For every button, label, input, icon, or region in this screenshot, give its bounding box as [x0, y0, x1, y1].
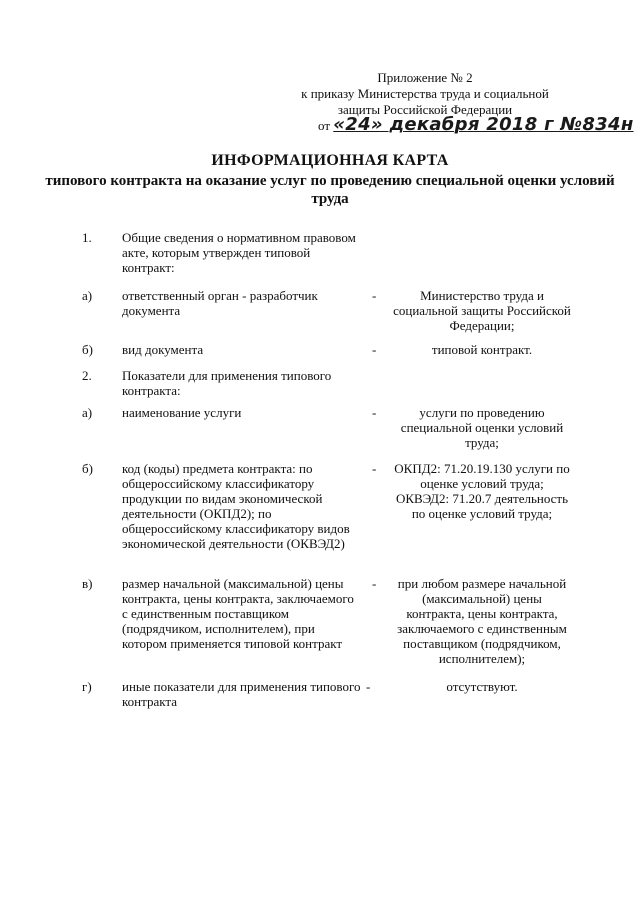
row-number: а): [82, 288, 93, 303]
row-number: а): [82, 405, 93, 420]
annex-date-line: [318, 114, 634, 135]
row-label: вид документа: [122, 342, 204, 357]
row-value: ОКПД2: 71.20.19.130 услуги по оценке условий труда; ОКВЭД2: 71.20.7 деятельность по оценке условий труда;: [394, 461, 570, 521]
row-value: услуги по проведению специальной оценки условий труда;: [400, 405, 564, 450]
row-dash: -: [372, 342, 377, 357]
row-number: г): [82, 679, 92, 694]
row-label: ответственный орган - разработчик документа: [122, 288, 318, 318]
annex-header: [290, 70, 560, 118]
row-label: наименование услуги: [122, 405, 242, 420]
annex-line-1: Приложение № 2: [377, 70, 473, 85]
document-title: ИНФОРМАЦИОННАЯ КАРТА: [211, 152, 449, 169]
row-value: типовой контракт.: [431, 342, 533, 357]
row-label: Показатели для применения типового контракта:: [122, 368, 332, 398]
row-number: в): [82, 576, 93, 591]
date-prefix: от: [318, 118, 331, 133]
row-number: 2.: [82, 368, 92, 383]
row-label: размер начальной (максимальной) цены контракта, цены контракта, заключаемого с единственным поставщиком (подрядчиком, исполнителем), при котором применяется типовой контракт: [122, 576, 354, 651]
row-value: Министерство труда и социальной защиты Российской Федерации;: [393, 288, 571, 333]
row-value: отсутствуют.: [446, 679, 518, 694]
row-label: код (коды) предмета контракта: по общероссийскому классификатору продукции по видам экономической деятельности (ОКПД2); по общероссийскому классификатору видов экономической деятельности (ОКВЭД2): [122, 461, 350, 551]
annex-line-3: защиты Российской Федерации: [337, 102, 513, 117]
document-subtitle: типового контракта на оказание услуг по проведению специальной оценки условий труда: [45, 173, 615, 207]
row-dash: -: [372, 461, 377, 476]
row-dash: -: [366, 679, 371, 694]
row-number: б): [82, 342, 93, 357]
row-dash: -: [372, 288, 377, 303]
row-label: Общие сведения о нормативном правовом акте, которым утвержден типовой контракт:: [122, 230, 356, 275]
row-label: иные показатели для применения типового контракта: [122, 679, 361, 709]
row-value: при любом размере начальной (максимальной) цены контракта, цены контракта, заключаемого с единственным поставщиком (подрядчиком, исполнителем);: [397, 576, 567, 666]
row-dash: -: [372, 576, 377, 591]
row-dash: -: [372, 405, 377, 420]
annex-line-2: к приказу Министерства труда и социальной: [301, 86, 549, 101]
handwritten-date: «24» декабря 2018 г №834н: [333, 114, 634, 135]
row-number: 1.: [82, 230, 92, 245]
row-number: б): [82, 461, 93, 476]
